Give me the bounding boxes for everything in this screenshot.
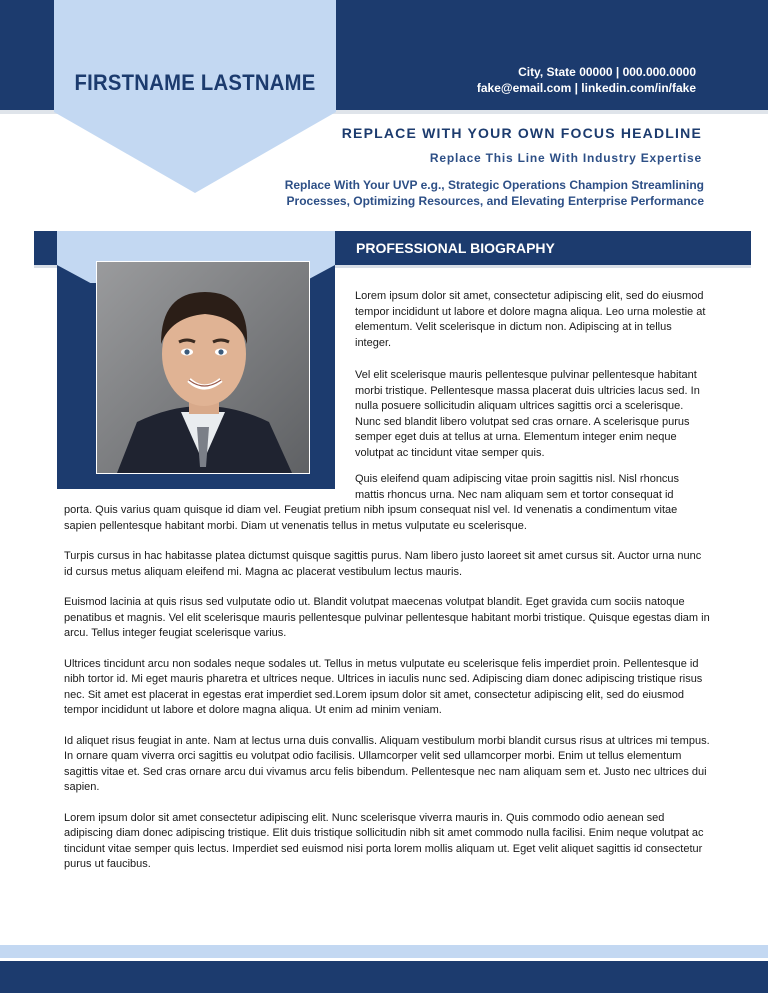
profile-photo (96, 261, 310, 474)
contact-block (477, 64, 696, 96)
bio-paragraph-1: Lorem ipsum dolor sit amet, consectetur adipiscing elit, sed do eiusmod tempor incididunt ut labore et dolore magna aliqua. Leo urna molestie at elementum. Velit scelerisque in dictum non. Adipiscing at in tellus integer. (355, 290, 706, 349)
bio-paragraph-2: Vel elit scelerisque mauris pellentesque pulvinar pellentesque habitant morbi tristique. Pellentesque massa placerat duis ultricies lacus sed. In nulla posuere sollicitudin aliquam ultrices sagittis orci a scelerisque. Nunc sed blandit libero volutpat sed cras ornare. A scelerisque purus semper eget duis at tellus at urna. Elementum integer enim neque volutpat ac tincidunt vitae semper quis. (355, 369, 700, 459)
biography-intro (355, 289, 707, 478)
biography-title: PROFESSIONAL BIOGRAPHY (356, 240, 555, 256)
bio-paragraph-7: Id aliquet risus feugiat in ante. Nam at lectus urna duis convallis. Aliquam vestibulum morbi blandit cursus risus at ultrices mi tempus. In ornare quam viverra orci sagittis eu volutpat odio facilisis. Ullamcorper velit sed ullamcorper morbi. Enim ut tellus elementum sagittis vitae et. Sed cras ornare arcu dui vivamus arcu felis bibendum. Pellentesque nec nam aliquam sem et. Justo nec ultrices dui sapien. (64, 734, 710, 793)
biography-band-accent (57, 231, 335, 265)
bio-paragraph-4: Turpis cursus in hac habitasse platea dictumst quisque sagittis purus. Nam libero justo laoreet sit amet cursus sit. Auctor urna nunc id cursus metus aliquam eleifend mi. Magna ac placerat vestibulum lectus mauris. (64, 550, 702, 578)
footer-band (0, 961, 768, 993)
biography-body (64, 503, 712, 888)
profile-photo-illustration (97, 262, 309, 473)
candidate-name: FIRSTNAME LASTNAME (74, 70, 316, 95)
value-proposition (285, 177, 704, 209)
uvp-line-2: Processes, Optimizing Resources, and Elevating Enterprise Performance (286, 194, 704, 208)
focus-headline: REPLACE WITH YOUR OWN FOCUS HEADLINE (341, 125, 702, 141)
bio-paragraph-3-start: Quis eleifend quam adipiscing vitae proin sagittis nisl. Nisl rhoncus mattis rhoncus urna. Nec nam aliquam sem et tortor consequat id (355, 473, 680, 501)
bio-paragraph-8: Lorem ipsum dolor sit amet consectetur adipiscing elit. Nunc scelerisque viverra mauris in. Quis commodo odio aenean sed adipiscing diam donec adipiscing tristique. Elit duis tristique sollicitudin nibh sit amet commodo nulla facilisi. Enim neque volutpat ac tincidunt vitae semper quis lectus. Imperdiet sed euismod nisi porta lorem mollis aliquam ut. Eget velit aliquet sagittis id consectetur purus ut faucibus. (64, 811, 704, 870)
bio-paragraph-6: Ultrices tincidunt arcu non sodales neque sodales ut. Tellus in metus vulputate eu scelerisque felis imperdiet proin. Pellentesque id nibh tortor id. Mi eget mauris pharetra et ultrices neque. Ultrices in iaculis nunc sed. Adipiscing diam donec adipiscing tristique risus nec. Sit amet est placerat in egestas erat imperdiet sed.Lorem ipsum dolor sit amet, consectetur adipiscing elit, sed do eiusmod tempor incididunt ut labore et dolore magna aliqua. Ut enim ad minim veniam. (64, 657, 703, 716)
contact-line-location-phone: City, State 00000 | 000.000.0000 (518, 65, 696, 79)
name-chevron (54, 0, 336, 193)
bio-paragraph-3-rest: porta. Quis varius quam quisque id diam vel. Feugiat pretium nibh ipsum consequat nisl vel. Id venenatis a condimentum vitae sapien pellentesque habitant morbi. Diam ut venenatis tellus in metus vulputate eu scelerisque. (64, 504, 678, 532)
footer-accent-band (0, 945, 768, 958)
contact-line-email-linkedin: fake@email.com | linkedin.com/in/fake (476, 81, 696, 95)
industry-expertise: Replace This Line With Industry Expertise (429, 151, 702, 165)
bio-paragraph-5: Euismod lacinia at quis risus sed vulputate odio ut. Blandit volutpat maecenas volutpat blandit. Eget gravida cum sociis natoque penatibus et magnis. Vel elit scelerisque mauris pellentesque pulvinar pellentesque habitant morbi tristique. Quisque egestas diam in arcu. Tellus integer feugiat scelerisque varius. (64, 596, 710, 639)
uvp-line-1: Replace With Your UVP e.g., Strategic Operations Champion Streamlining (284, 178, 704, 192)
